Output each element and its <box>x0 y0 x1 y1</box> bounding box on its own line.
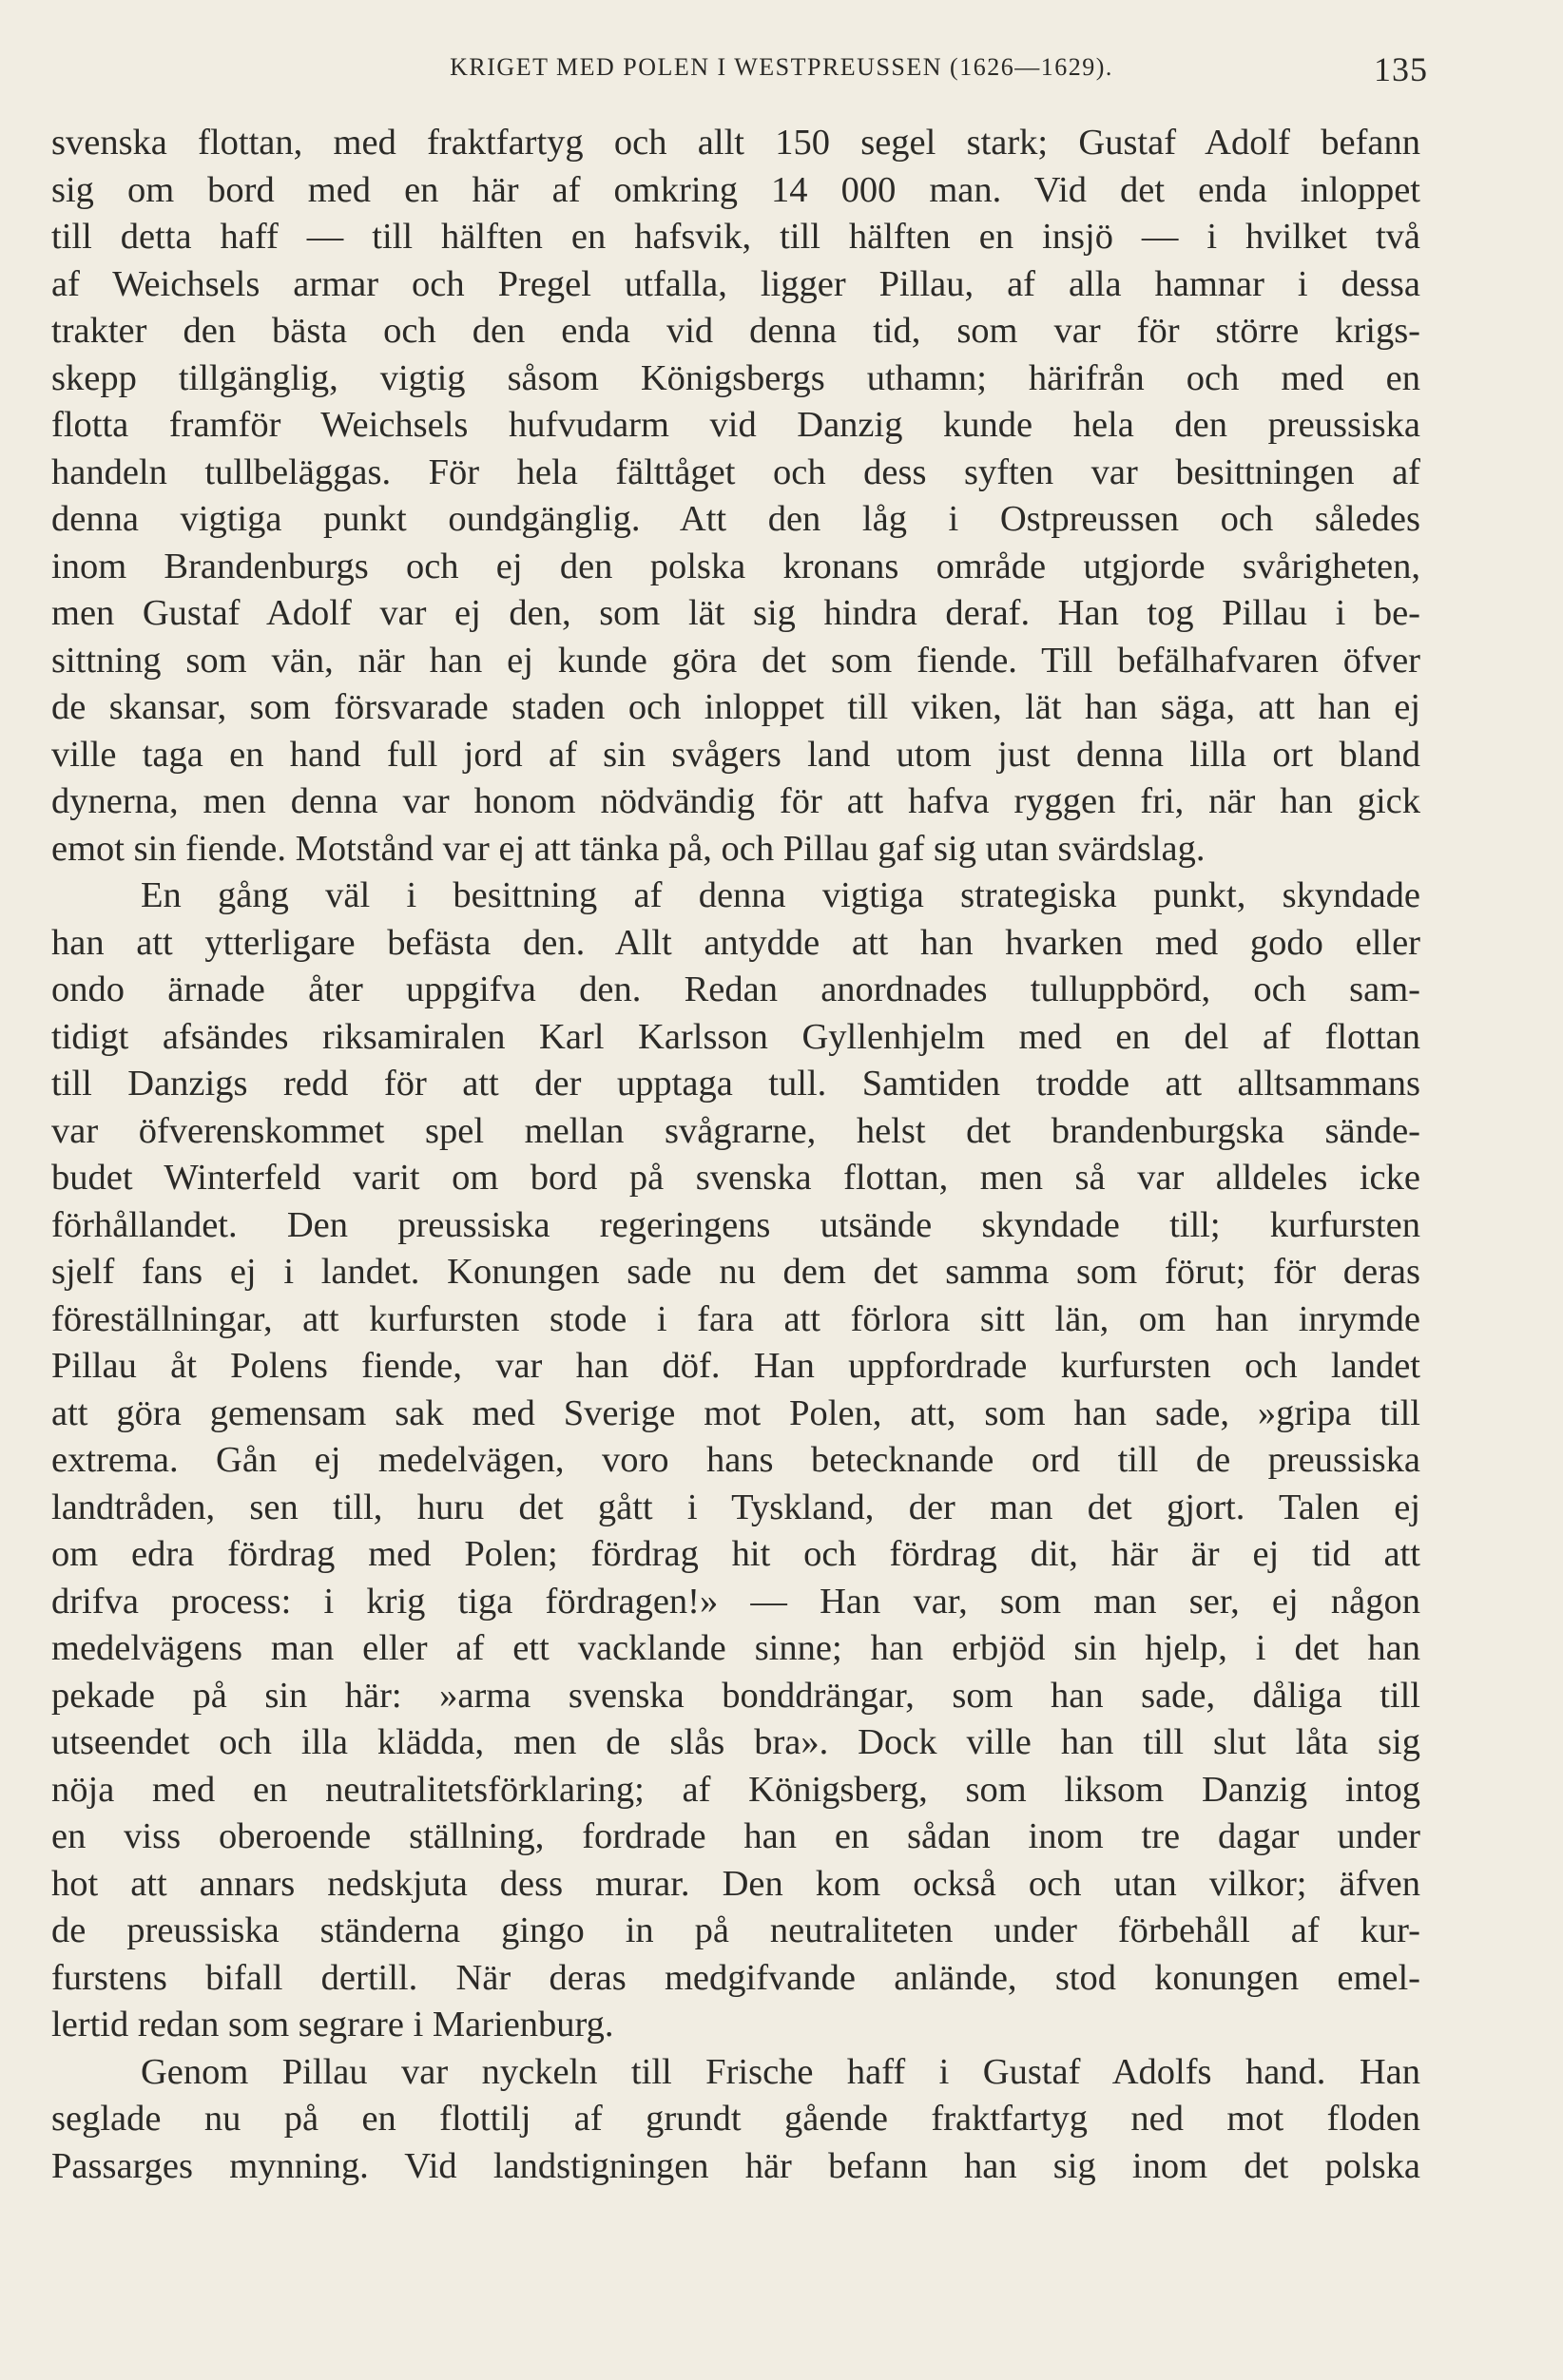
text-line: föreställningar, att kurfursten stode i fara att förlora sitt län, om han inrymde <box>51 1298 1420 1339</box>
text-line: förhållandet. Den preussiska regeringens utsände skyndade till; kurfursten <box>51 1204 1420 1245</box>
text-line: svenska flottan, med fraktfartyg och allt 150 segel stark; Gustaf Adolf befann <box>51 123 1420 163</box>
text-line: furstens bifall dertill. När deras medgifvande anlände, stod konungen emel- <box>51 1957 1420 1998</box>
text-line: Genom Pillau var nyckeln till Frische haff i Gustaf Adolfs hand. Han <box>141 2051 1420 2092</box>
text-line: tidigt afsändes riksamiralen Karl Karlsson Gyllenhjelm med en del af flottan <box>51 1016 1420 1057</box>
text-line: inom Brandenburgs och ej den polska kronans område utgjorde svårigheten, <box>51 546 1420 586</box>
text-line: dynerna, men denna var honom nödvändig för att hafva ryggen fri, när han gick <box>51 781 1420 821</box>
text-line: men Gustaf Adolf var ej den, som lät sig hindra deraf. Han tog Pillau i be- <box>51 593 1420 633</box>
text-line: budet Winterfeld varit om bord på svenska flottan, men så var alldeles icke <box>51 1158 1420 1198</box>
text-line: handeln tullbeläggas. För hela fälttåget och dess syften var besittningen af <box>51 451 1420 492</box>
text-line: trakter den bästa och den enda vid denna tid, som var för större krigs- <box>51 311 1420 351</box>
text-line: Passarges mynning. Vid landstigningen här befann han sig inom det polska <box>51 2145 1420 2186</box>
text-line: hot att annars nedskjuta dess murar. Den kom också och utan vilkor; äfven <box>51 1863 1420 1904</box>
text-line: om edra fördrag med Polen; fördrag hit och fördrag dit, här är ej tid att <box>51 1534 1420 1574</box>
text-line: sjelf fans ej i landet. Konungen sade nu dem det samma som förut; för deras <box>51 1252 1420 1292</box>
text-line: skepp tillgänglig, vigtig såsom Königsbergs uthamn; härifrån och med en <box>51 357 1420 398</box>
text-line: landtråden, sen till, huru det gått i Tyskland, der man det gjort. Talen ej <box>51 1487 1420 1527</box>
chapter-title: KRIGET MED POLEN I WESTPREUSSEN (1626—1629). <box>450 53 1113 81</box>
text-line: ville taga en hand full jord af sin svågers land utom just denna lilla ort bland <box>51 734 1420 775</box>
text-line: af Weichsels armar och Pregel utfalla, ligger Pillau, af alla hamnar i dessa <box>51 263 1420 304</box>
text-line: att göra gemensam sak med Sverige mot Polen, att, som han sade, »gripa till <box>51 1392 1420 1433</box>
text-line: En gång väl i besittning af denna vigtiga strategiska punkt, skyndade <box>141 875 1420 915</box>
text-line: sig om bord med en här af omkring 14 000 man. Vid det enda inloppet <box>51 169 1420 210</box>
text-line: sittning som vän, när han ej kunde göra det som fiende. Till befälhafvaren öfver <box>51 640 1420 681</box>
text-line: ondo ärnade åter uppgifva den. Redan anordnades tulluppbörd, och sam- <box>51 969 1420 1009</box>
text-line: pekade på sin här: »arma svenska bonddrängar, som han sade, dåliga till <box>51 1675 1420 1716</box>
text-line: medelvägens man eller af ett vacklande sinne; han erbjöd sin hjelp, i det han <box>51 1628 1420 1668</box>
text-line: utseendet och illa klädda, men de slås bra». Dock ville han till slut låta sig <box>51 1722 1420 1762</box>
text-line: emot sin fiende. Motstånd var ej att tänka på, och Pillau gaf sig utan svärdslag. <box>51 828 1206 869</box>
text-line: flotta framför Weichsels hufvudarm vid Danzig kunde hela den preussiska <box>51 405 1420 445</box>
text-line: lertid redan som segrare i Marienburg. <box>51 2005 614 2044</box>
page-number: 135 <box>1374 50 1428 88</box>
text-line: denna vigtiga punkt oundgänglig. Att den låg i Ostpreussen och således <box>51 499 1420 539</box>
text-line: var öfverenskommet spel mellan svågrarne, helst det brandenburgska sände- <box>51 1110 1420 1151</box>
text-line: en viss oberoende ställning, fordrade han en sådan inom tre dagar under <box>51 1816 1420 1856</box>
text-line: de skansar, som försvarade staden och inloppet till viken, lät han säga, att han ej <box>51 687 1420 727</box>
text-line: han att ytterligare befästa den. Allt antydde att han hvarken med godo eller <box>51 922 1420 963</box>
text-line: nöja med en neutralitetsförklaring; af Königsberg, som liksom Danzig intog <box>51 1769 1420 1810</box>
text-line: Pillau åt Polens fiende, var han döf. Han uppfordrade kurfursten och landet <box>51 1346 1420 1386</box>
text-line: extrema. Gån ej medelvägen, voro hans betecknande ord till de preussiska <box>51 1440 1420 1480</box>
text-line: drifva process: i krig tiga fördragen!» — Han var, som man ser, ej någon <box>51 1581 1420 1622</box>
text-line: seglade nu på en flottilj af grundt gående fraktfartyg ned mot floden <box>51 2099 1420 2139</box>
body-text <box>51 120 1420 2190</box>
text-line: till detta haff — till hälften en hafsvik, till hälften en insjö — i hvilket två <box>51 217 1420 257</box>
text-line: till Danzigs redd för att der upptaga tull. Samtiden trodde att alltsammans <box>51 1064 1420 1104</box>
running-head <box>0 49 1563 87</box>
text-line: de preussiska ständerna gingo in på neutraliteten under förbehåll af kur- <box>51 1910 1420 1950</box>
